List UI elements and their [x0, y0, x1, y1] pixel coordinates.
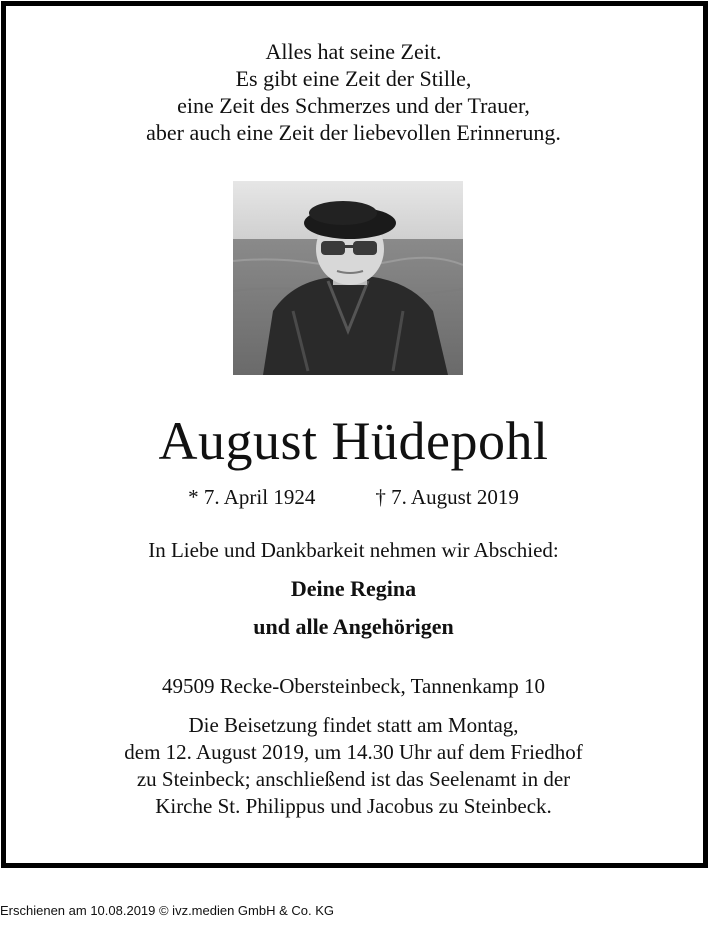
signer-name: Deine Regina [290, 576, 417, 601]
funeral-line: zu Steinbeck; anschließend ist das Seelenamt in der [136, 767, 571, 791]
motto-line: Alles hat seine Zeit. [265, 39, 442, 64]
motto-line: Es gibt eine Zeit der Stille, [235, 66, 472, 91]
life-dates [0, 484, 707, 510]
signer-relatives: und alle Angehörigen [253, 614, 454, 639]
funeral-line: Die Beisetzung findet statt am Montag, [188, 713, 519, 737]
birth-date: * 7. April 1924 [188, 485, 316, 509]
portrait-photo [233, 181, 463, 375]
family-address: 49509 Recke-Obersteinbeck, Tannenkamp 10 [161, 674, 546, 698]
deceased-name: August Hüdepohl [158, 411, 549, 471]
funeral-notice [0, 712, 707, 820]
motto-line: aber auch eine Zeit der liebevollen Erinnerung. [146, 120, 561, 145]
funeral-line: dem 12. August 2019, um 14.30 Uhr auf dem Friedhof [124, 740, 583, 764]
motto-verse [0, 38, 707, 146]
funeral-line: Kirche St. Philippus und Jacobus zu Steinbeck. [155, 794, 552, 818]
publication-credit: Erschienen am 10.08.2019 © ivz.medien GmbH & Co. KG [0, 903, 335, 918]
motto-line: eine Zeit des Schmerzes und der Trauer, [177, 93, 530, 118]
farewell-text: In Liebe und Dankbarkeit nehmen wir Abschied: [148, 538, 559, 562]
death-date: † 7. August 2019 [375, 485, 519, 509]
